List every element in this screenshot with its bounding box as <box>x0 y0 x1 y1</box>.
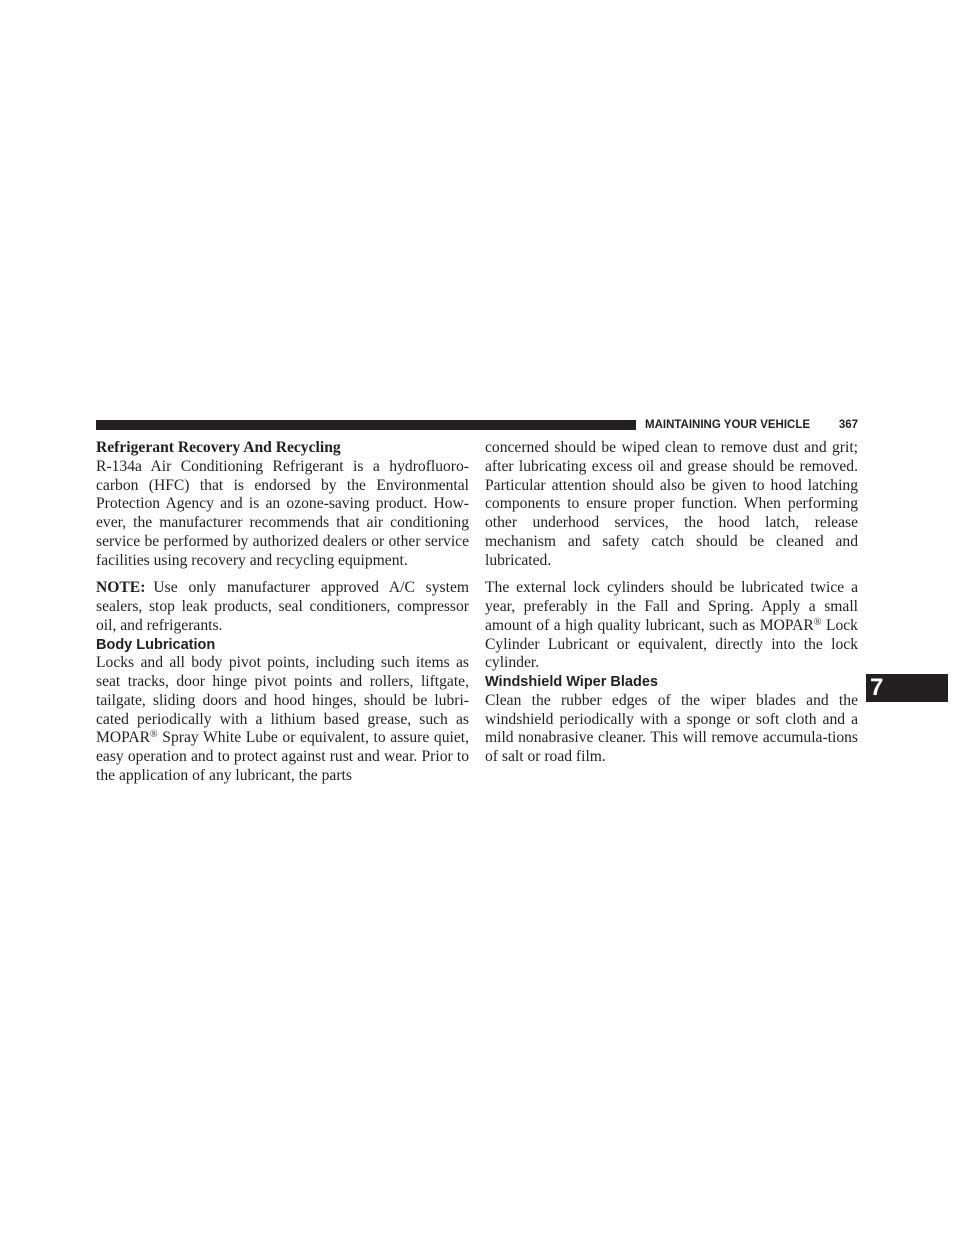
paragraph-text: Lock Cylinder Lubricant or equivalent, directly into the lock cylinder. <box>485 616 858 672</box>
registered-mark: ® <box>150 729 158 741</box>
paragraph-body-lubrication <box>96 654 469 785</box>
header-rule <box>96 420 636 430</box>
heading-body-lubrication: Body Lubrication <box>96 636 216 653</box>
heading-refrigerant-recovery: Refrigerant Recovery And Recycling <box>96 439 341 456</box>
paragraph-text: The external lock cylinders should be lubricated twice a year, preferably in the Fall and Spring. Apply a small amount of a high quality lubricant, such as MOPAR <box>485 579 858 634</box>
note-paragraph <box>96 579 469 635</box>
running-header <box>645 418 858 432</box>
left-column <box>96 439 469 786</box>
page-number: 367 <box>838 419 858 431</box>
paragraph-lock-cylinders <box>485 579 858 673</box>
heading-windshield-wiper-blades: Windshield Wiper Blades <box>485 674 658 690</box>
paragraph-continued: concerned should be wiped clean to remove dust and grit; after lubricating excess oil and grease should be removed. Particular attention should also be given to hood latching components to ensure proper function. When performing other underhood services, the hood latch, release mechanism and safety catch should be cleaned and lubricated. <box>485 439 858 569</box>
registered-mark: ® <box>813 616 822 628</box>
note-label: NOTE: <box>96 579 146 597</box>
paragraph-refrigerant: R-134a Air Conditioning Refrigerant is a hydrofluoro-carbon (HFC) that is endorsed by the Environmental Protection Agency and is an ozone-saving product. How-ever, the manufacturer recommends that air conditioning service be performed by authorized dealers or other service facilities using recovery and recycling equipment. <box>96 457 469 569</box>
section-title: MAINTAINING YOUR VEHICLE <box>645 419 811 431</box>
chapter-tab: 7 <box>866 674 948 702</box>
paragraph-text: Spray White Lube or equivalent, to assure quiet, easy operation and to protect against rust and wear. Prior to the application of any lubricant, the parts <box>96 729 469 784</box>
right-column <box>485 439 858 767</box>
paragraph-text: Locks and all body pivot points, including such items as seat tracks, door hinge pivot points and rollers, liftgate, tailgate, sliding doors and hood hinges, should be lubri-cated periodically with a lithium based grease, such as MOPAR <box>96 654 469 747</box>
paragraph-wiper-blades: Clean the rubber edges of the wiper blades and the windshield periodically with a sponge or soft cloth and a mild nonabrasive cleaner. This will remove accumula-tions of salt or road film. <box>485 691 858 765</box>
note-text: Use only manufacturer approved A/C system sealers, stop leak products, seal conditioners, compressor oil, and refrigerants. <box>96 579 469 634</box>
